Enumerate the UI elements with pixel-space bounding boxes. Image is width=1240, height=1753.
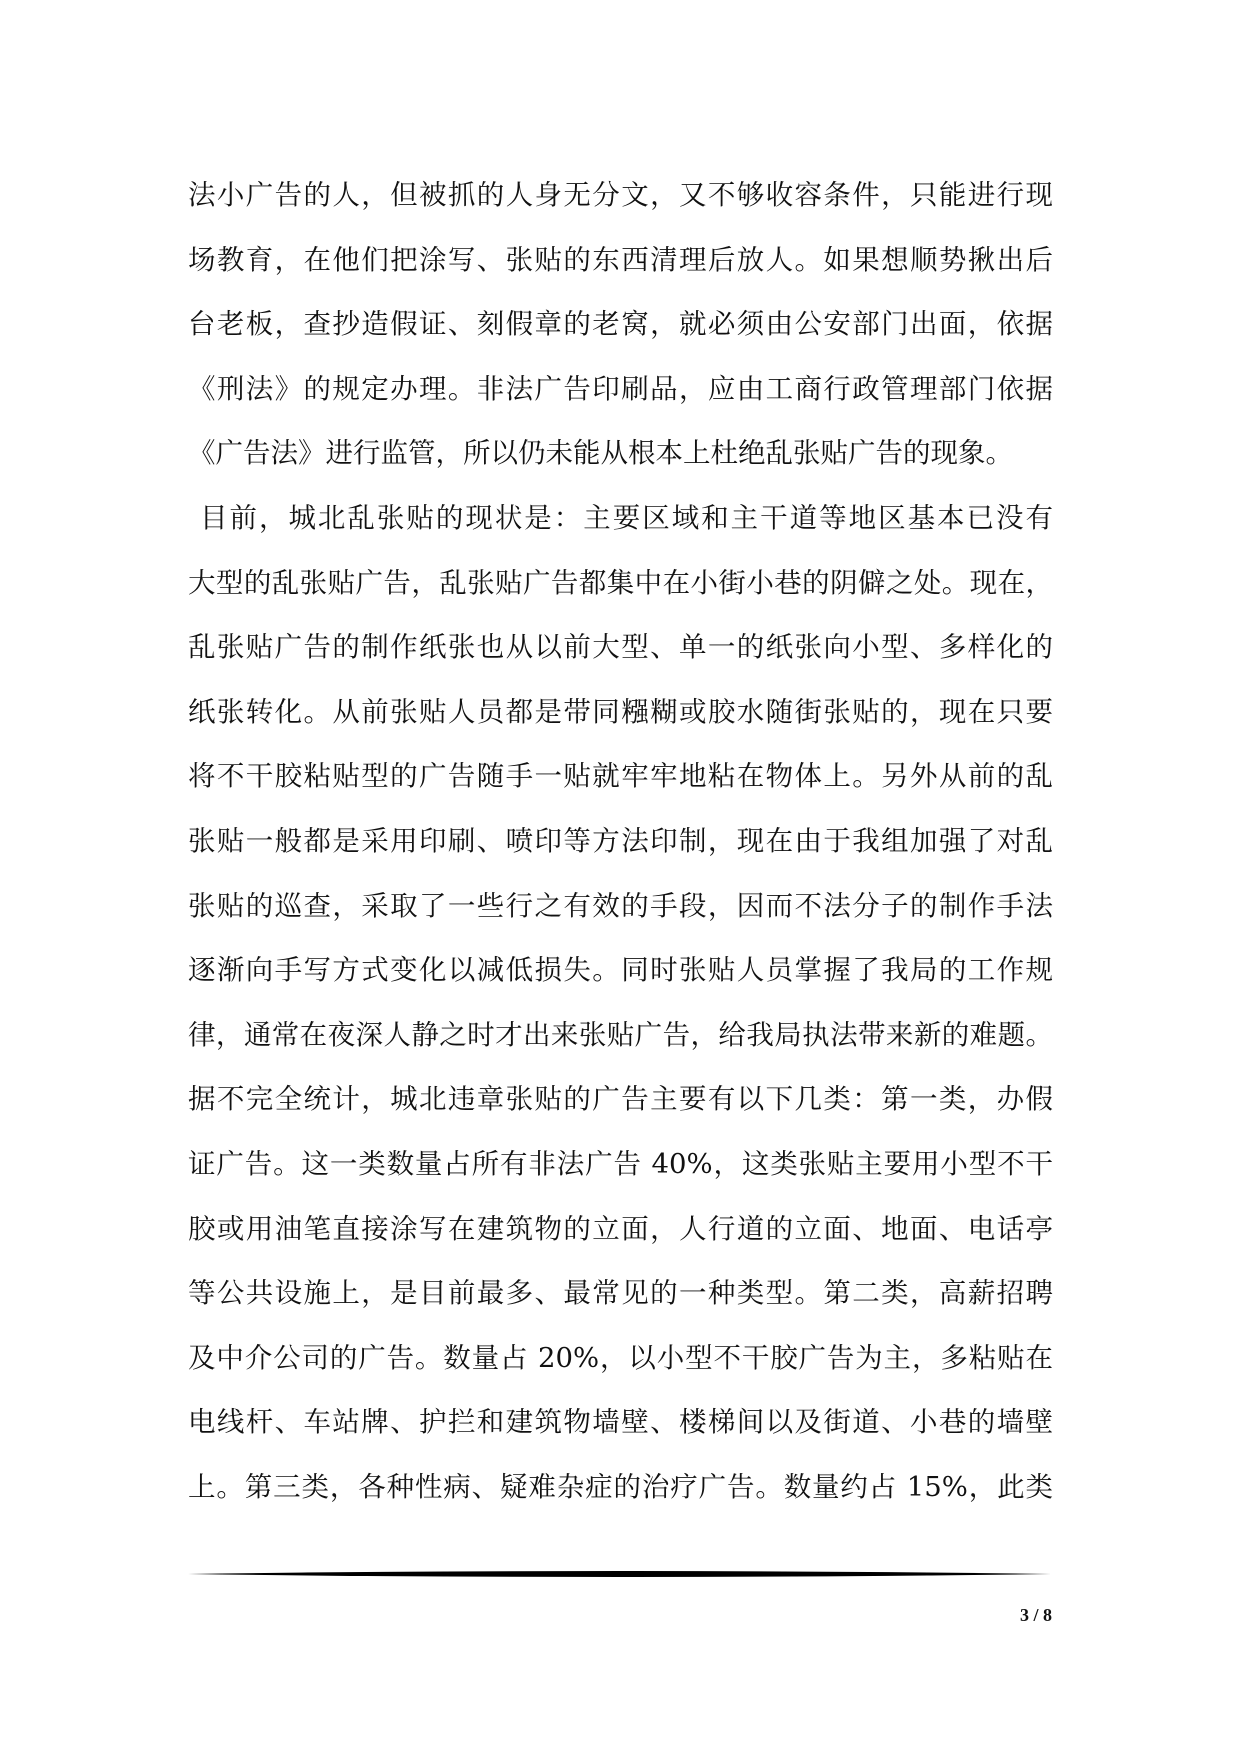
text-line: 上。第三类，各种性病、疑难杂症的治疗广告。数量约占 15%，此类 (188, 1470, 1053, 1503)
text-line: 张贴的巡查，采取了一些行之有效的手段，因而不法分子的制作手法 (188, 889, 1053, 922)
text-line: 将不干胶粘贴型的广告随手一贴就牢牢地粘在物体上。另外从前的乱 (188, 760, 1053, 793)
text-line: 《刑法》的规定办理。非法广告印刷品，应由工商行政管理部门依据 (188, 372, 1053, 405)
text-line: 大型的乱张贴广告，乱张贴广告都集中在小街小巷的阴僻之处。现在， (188, 566, 1053, 599)
text-line: 法小广告的人，但被抓的人身无分文，又不够收容条件，只能进行现 (188, 179, 1053, 211)
text-line: 电线杆、车站牌、护拦和建筑物墙壁、楼梯间以及街道、小巷的墙壁 (188, 1406, 1053, 1439)
text-line: 证广告。这一类数量占所有非法广告 40%，这类张贴主要用小型不干 (188, 1147, 1053, 1180)
text-line: 律，通常在夜深人静之时才出来张贴广告，给我局执法带来新的难题。 (188, 1018, 1053, 1051)
text-line: 等公共设施上，是目前最多、最常见的一种类型。第二类，高薪招聘 (188, 1277, 1053, 1310)
text-line: 纸张转化。从前张贴人员都是带同糨糊或胶水随街张贴的，现在只要 (188, 695, 1053, 728)
text-line: 《广告法》进行监管，所以仍未能从根本上杜绝乱张贴广告的现象。 (188, 437, 1013, 470)
text-line: 场教育，在他们把涂写、张贴的东西清理后放人。如果想顺势揪出后 (188, 243, 1053, 276)
footer-divider (188, 1567, 1051, 1581)
text-line: 据不完全统计，城北违章张贴的广告主要有以下几类：第一类，办假 (188, 1083, 1053, 1116)
text-line: 逐渐向手写方式变化以减低损失。同时张贴人员掌握了我局的工作规 (188, 954, 1053, 987)
page-number: 3 / 8 (1019, 1605, 1052, 1625)
text-line: 台老板，查抄造假证、刻假章的老窝，就必须由公安部门出面，依据 (188, 308, 1053, 341)
text-line: 张贴一般都是采用印刷、喷印等方法印制，现在由于我组加强了对乱 (188, 824, 1053, 857)
text-line: 目前，城北乱张贴的现状是：主要区域和主干道等地区基本已没有 (200, 501, 1053, 534)
document-body (188, 163, 1053, 1519)
text-line: 乱张贴广告的制作纸张也从以前大型、单一的纸张向小型、多样化的 (188, 631, 1053, 664)
text-line: 胶或用油笔直接涂写在建筑物的立面，人行道的立面、地面、电话亭 (188, 1212, 1053, 1245)
text-line: 及中介公司的广告。数量占 20%，以小型不干胶广告为主，多粘贴在 (188, 1341, 1053, 1374)
